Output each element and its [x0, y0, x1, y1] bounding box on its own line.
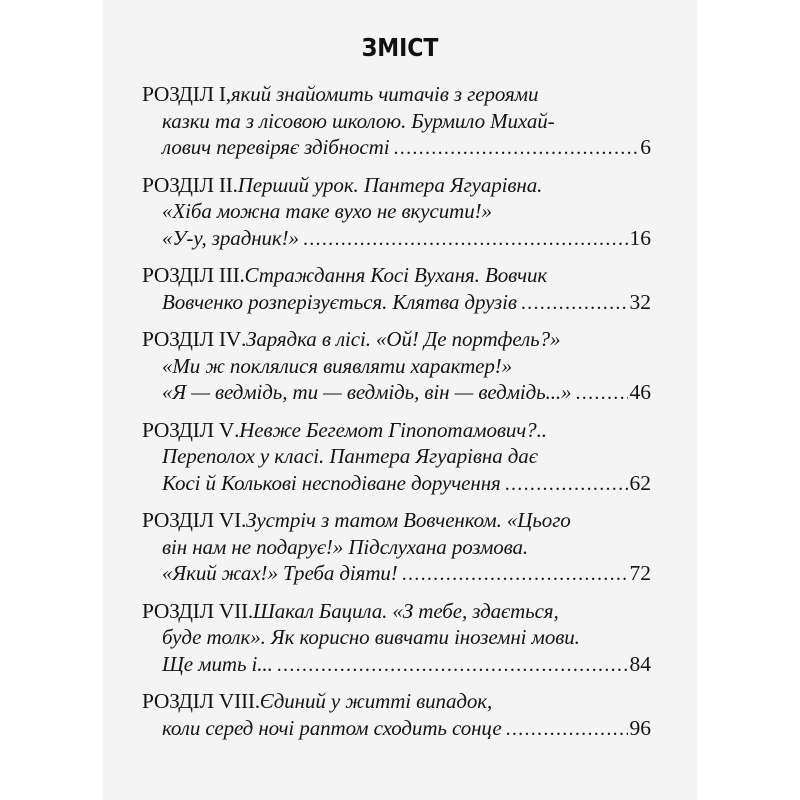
dot-leader: [303, 226, 628, 253]
chapter-description: Переполох у класі. Пантера Ягуарівна дає: [162, 444, 538, 468]
toc-entry-line: [142, 326, 651, 353]
toc-entry-line: [142, 81, 651, 108]
page-number: 16: [629, 225, 651, 250]
toc-entry[interactable]: [142, 326, 651, 407]
chapter-label: РОЗДІЛ VI: [142, 508, 241, 532]
toc-entry-line: [142, 289, 651, 317]
chapter-description: казки та з лісовою школою. Бурмило Михай-: [162, 108, 555, 133]
toc-entry[interactable]: [142, 81, 651, 162]
toc-entry-line: [142, 560, 651, 588]
chapter-description: Ще мить і...: [162, 651, 273, 676]
toc-entry-line: [142, 470, 651, 498]
chapter-label: РОЗДІЛ VII: [142, 598, 248, 623]
toc-entry-line: [142, 534, 651, 561]
toc-entry[interactable]: [142, 172, 651, 253]
page-title: ЗМІСТ: [361, 33, 439, 62]
toc-entry-line: [142, 715, 651, 743]
page-number: 84: [629, 651, 651, 676]
chapter-separator: .: [254, 689, 260, 713]
page-number: 96: [629, 715, 651, 740]
chapter-separator: .: [240, 327, 247, 351]
chapter-description: буде толк». Як корисно вивчати іноземні мови.: [162, 625, 580, 649]
dot-leader: [505, 471, 628, 498]
chapter-description: коли серед ночі раптом сходить сонце: [162, 715, 502, 740]
toc-entry-line: [142, 262, 651, 289]
page-number: 6: [640, 135, 651, 159]
toc-entry-line: [142, 198, 651, 225]
chapter-description: Невже Бегемот Гіпопотамович?..: [239, 417, 547, 442]
toc-entry[interactable]: [142, 417, 651, 498]
chapter-separator: .: [232, 172, 238, 197]
toc-entry-line: [142, 108, 651, 135]
chapter-description: Перший урок. Пантера Ягуарівна.: [237, 172, 543, 197]
book-page: [103, 0, 697, 800]
chapter-separator: .: [247, 598, 253, 623]
chapter-separator: ,: [225, 82, 231, 106]
chapter-description: лович перевіряє здібності: [162, 135, 390, 159]
chapter-label: РОЗДІЛ ІІІ: [142, 263, 240, 287]
toc-entry[interactable]: [142, 598, 651, 679]
chapter-separator: .: [239, 263, 245, 287]
chapter-description: «Хіба можна таке вухо не вкусити!»: [162, 199, 492, 223]
toc-entry-line: [142, 507, 651, 534]
page-number: 72: [629, 561, 651, 585]
table-of-contents: [142, 81, 651, 752]
page-number: 32: [629, 289, 651, 314]
toc-entry-line: [142, 651, 651, 679]
toc-entry-line: [142, 598, 651, 625]
dot-leader: [506, 716, 628, 743]
toc-entry-line: [142, 379, 651, 407]
toc-entry-line: [142, 417, 651, 444]
dot-leader: [277, 652, 628, 679]
chapter-description: «Ми ж поклялися виявляти характер!»: [162, 353, 513, 378]
toc-entry-line: [142, 172, 651, 199]
dot-leader: [521, 290, 628, 317]
chapter-description: «У-у, зрадник!»: [162, 225, 299, 250]
chapter-description: Зустріч з татом Вовченком. «Цього: [246, 508, 571, 532]
chapter-label: РОЗДІЛ І: [142, 82, 226, 106]
dot-leader: [402, 561, 628, 588]
toc-entry-line: [142, 688, 651, 715]
dot-leader: [393, 135, 638, 162]
chapter-label: РОЗДІЛ V: [142, 417, 235, 442]
chapter-description: Єдиний у житті випадок,: [259, 689, 493, 713]
toc-entry-line: [142, 134, 651, 162]
chapter-description: він нам не подарує!» Підслухана розмова.: [162, 534, 529, 559]
page-number: 46: [629, 380, 651, 404]
chapter-description: Косі й Колькові несподіване доручення: [162, 470, 501, 495]
toc-entry-line: [142, 443, 651, 470]
toc-entry[interactable]: [142, 507, 651, 588]
chapter-description: Вовченко розперізується. Клятва друзів: [162, 289, 517, 314]
page-number: 62: [629, 470, 651, 495]
chapter-separator: .: [234, 417, 240, 442]
chapter-description: «Який жах!» Треба діяти!: [162, 561, 398, 585]
chapter-description: «Я — ведмідь, ти — ведмідь, він — ведмідь...»: [162, 380, 572, 404]
chapter-description: Зарядка в лісі. «Ой! Де портфель?»: [246, 327, 561, 351]
chapter-label: РОЗДІЛ ІІ: [142, 172, 233, 197]
chapter-separator: .: [240, 508, 247, 532]
toc-entry-line: [142, 353, 651, 380]
chapter-label: РОЗДІЛ IV: [142, 327, 241, 351]
toc-entry-line: [142, 624, 651, 651]
chapter-description: Шакал Бацила. «З тебе, здається,: [252, 598, 559, 623]
dot-leader: [575, 380, 627, 407]
chapter-label: РОЗДІЛ VIII: [142, 689, 255, 713]
chapter-description: Страждання Косі Вуханя. Вовчик: [244, 263, 548, 287]
chapter-description: який знайомить читачів з героями: [230, 82, 539, 106]
toc-entry[interactable]: [142, 262, 651, 316]
toc-entry[interactable]: [142, 688, 651, 742]
toc-entry-line: [142, 225, 651, 253]
